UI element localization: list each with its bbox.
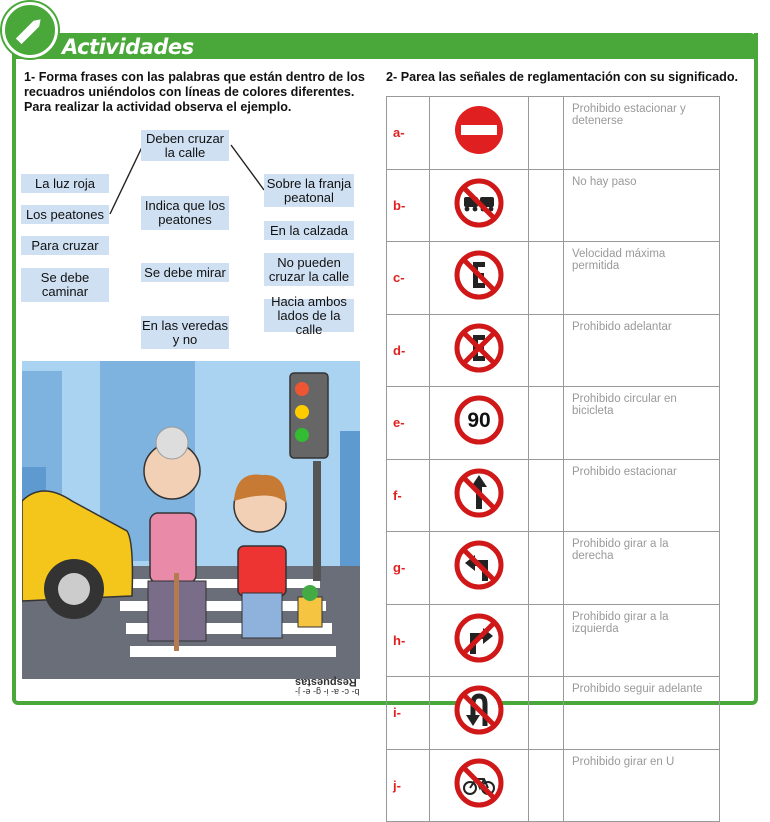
row-letter: a-: [387, 97, 430, 170]
no-stopping-sign-icon: [430, 314, 529, 387]
row-letter: i-: [387, 677, 430, 750]
table-row: [387, 677, 720, 750]
word-box[interactable]: Hacia ambos lados de la calle: [264, 299, 354, 332]
activity2-instruction: 2- Parea las señales de reglamentación con su significado.: [386, 70, 739, 84]
answer-cell[interactable]: [529, 97, 564, 170]
word-box[interactable]: En las veredas y no: [141, 316, 229, 349]
row-letter: b-: [387, 169, 430, 242]
sign-meaning: No hay paso: [564, 169, 720, 242]
no-u-turn-sign-icon: [430, 677, 529, 750]
answers-upside-down: b- c- a- i- g- e- j- Respuestas: [295, 676, 360, 697]
word-box[interactable]: Los peatones: [21, 205, 109, 224]
sign-meaning: Prohibido estacionar y detenerse: [564, 97, 720, 170]
answer-cell[interactable]: [529, 532, 564, 605]
speed-limit-value: 90: [467, 409, 491, 433]
answer-cell[interactable]: [529, 242, 564, 315]
word-box[interactable]: Para cruzar: [21, 236, 109, 255]
word-box[interactable]: Indica que los peatones: [141, 196, 229, 230]
header-title: Actividades: [62, 35, 194, 59]
word-box[interactable]: Se debe mirar: [141, 263, 229, 282]
sign-meaning: Prohibido girar a la derecha: [564, 532, 720, 605]
sign-meaning: Velocidad máxima permitida: [564, 242, 720, 315]
no-straight-sign-icon: [430, 459, 529, 532]
answer-cell[interactable]: [529, 604, 564, 677]
row-letter: e-: [387, 387, 430, 460]
row-letter: c-: [387, 242, 430, 315]
word-box[interactable]: Sobre la franja peatonal: [264, 174, 354, 207]
speed-limit-sign-icon: [430, 387, 529, 460]
sign-meaning: Prohibido estacionar: [564, 459, 720, 532]
table-row: [387, 387, 720, 460]
word-box[interactable]: Se debe caminar: [21, 268, 109, 302]
sign-meaning: Prohibido seguir adelante: [564, 677, 720, 750]
no-bicycles-sign-icon: [430, 749, 529, 822]
row-letter: h-: [387, 604, 430, 677]
word-box[interactable]: Deben cruzar la calle: [141, 130, 229, 161]
answer-cell[interactable]: [529, 169, 564, 242]
table-row: [387, 169, 720, 242]
table-row: [387, 459, 720, 532]
answer-cell[interactable]: [529, 677, 564, 750]
row-letter: f-: [387, 459, 430, 532]
signs-table: [386, 96, 720, 822]
word-box[interactable]: En la calzada: [264, 221, 354, 240]
row-letter: g-: [387, 532, 430, 605]
no-overtaking-sign-icon: [430, 169, 529, 242]
no-parking-sign-icon: [430, 242, 529, 315]
activity1-instruction: 1- Forma frases con las palabras que están dentro de los recuadros uniéndolos con líneas de colores diferentes. Para realizar la actividad observa el ejemplo.: [24, 70, 365, 114]
answer-cell[interactable]: [529, 459, 564, 532]
answer-cell[interactable]: [529, 749, 564, 822]
sign-meaning: Prohibido circular en bicicleta: [564, 387, 720, 460]
answer-cell[interactable]: [529, 314, 564, 387]
word-box[interactable]: La luz roja: [21, 174, 109, 193]
table-row: [387, 314, 720, 387]
table-row: [387, 97, 720, 170]
answer-cell[interactable]: [529, 387, 564, 460]
no-left-turn-sign-icon: [430, 532, 529, 605]
sign-meaning: Prohibido girar en U: [564, 749, 720, 822]
word-box[interactable]: No pueden cruzar la calle: [264, 253, 354, 286]
no-entry-sign-icon: [430, 97, 529, 170]
street-scene-illustration: [22, 361, 360, 679]
table-row: [387, 532, 720, 605]
row-letter: j-: [387, 749, 430, 822]
table-row: [387, 604, 720, 677]
table-row: [387, 749, 720, 822]
sign-meaning: Prohibido adelantar: [564, 314, 720, 387]
no-right-turn-sign-icon: [430, 604, 529, 677]
sign-meaning: Prohibido girar a la izquierda: [564, 604, 720, 677]
table-row: [387, 242, 720, 315]
row-letter: d-: [387, 314, 430, 387]
